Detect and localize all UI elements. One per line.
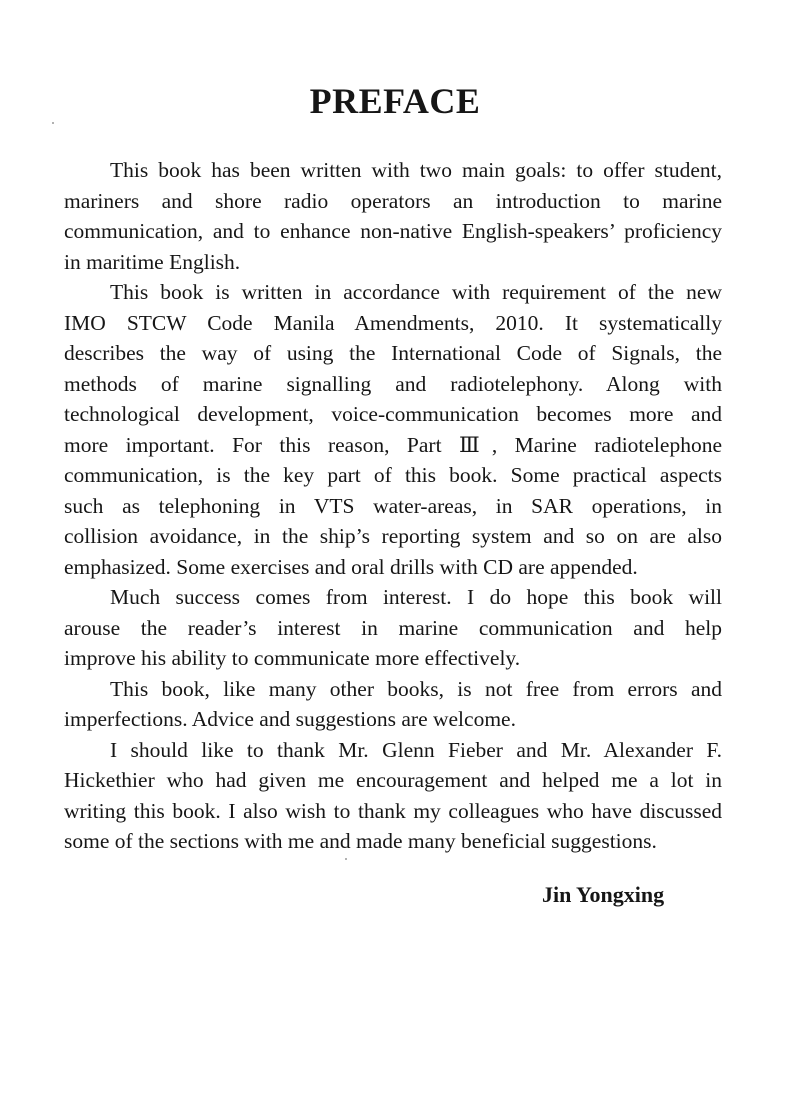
text-line: imperfections. Advice and suggestions are welcome. xyxy=(64,707,516,731)
paragraph-interest xyxy=(64,582,722,674)
text-line: emphasized. Some exercises and oral drills with CD are appended. xyxy=(64,554,638,579)
text-line: methods of marine signalling and radiotelephony. Along with xyxy=(64,371,722,396)
scan-speck xyxy=(52,122,54,124)
text-line: writing this book. I also wish to thank my colleagues who have discussed xyxy=(64,798,722,823)
text-line: such as telephoning in VTS water-areas, in SAR operations, in xyxy=(64,493,722,518)
text-line: collision avoidance, in the ship’s reporting system and so on are also xyxy=(64,524,722,548)
text-line: IMO STCW Code Manila Amendments, 2010. It systematically xyxy=(64,310,722,335)
text-line: This book has been written with two main goals: to offer student, xyxy=(110,158,722,182)
text-line: This book is written in accordance with requirement of the new xyxy=(110,280,722,304)
scan-speck xyxy=(345,858,347,860)
paragraph-acknowledgements xyxy=(64,735,722,857)
text-line: Hickethier who had given me encouragement and helped me a lot in xyxy=(64,768,722,792)
text-line: Much success comes from interest. I do hope this book will xyxy=(110,585,722,609)
preface-body xyxy=(64,155,722,857)
page-title: PREFACE xyxy=(309,81,481,121)
text-line: improve his ability to communicate more effectively. xyxy=(64,646,521,670)
text-line: describes the way of using the International Code of Signals, the xyxy=(64,341,722,365)
text-line: some of the sections with me and made many beneficial suggestions. xyxy=(64,829,657,853)
text-line: in maritime English. xyxy=(64,249,241,274)
text-line: more important. For this reason, Part Ⅲ, Marine radiotelephone xyxy=(64,432,722,457)
paragraph-stcw xyxy=(64,277,722,582)
text-line: arouse the reader’s interest in marine communication and help xyxy=(64,615,722,640)
text-line: communication, is the key part of this book. Some practical aspects xyxy=(64,463,722,487)
author-signature: Jin Yongxing xyxy=(542,882,665,907)
text-line: I should like to thank Mr. Glenn Fieber and Mr. Alexander F. xyxy=(110,737,722,762)
text-line: mariners and shore radio operators an introduction to marine xyxy=(64,188,722,213)
text-line: communication, and to enhance non-native English-speakers’ proficiency xyxy=(64,219,722,243)
text-line: technological development, voice-communication becomes more and xyxy=(64,402,722,426)
paragraph-goals xyxy=(64,155,722,277)
paragraph-errors xyxy=(64,674,722,735)
text-line: This book, like many other books, is not free from errors and xyxy=(110,676,722,701)
